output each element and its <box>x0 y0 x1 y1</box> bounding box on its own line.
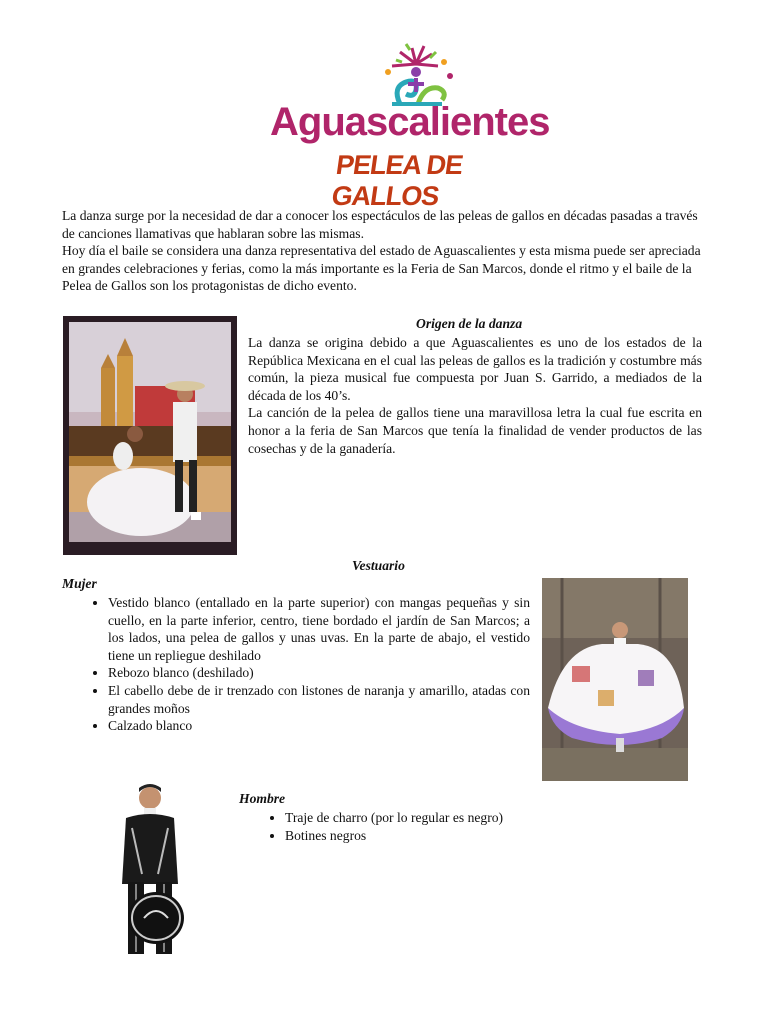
men-costume-list <box>239 809 639 844</box>
costume-heading: Vestuario <box>352 558 405 573</box>
men-heading: Hombre <box>239 791 286 806</box>
list-item: • El cabello debe de ir trenzado con listones de naranja y amarillo, atadas con grandes moños <box>108 682 530 717</box>
list-item: • Botines negros <box>285 827 639 845</box>
origin-paragraph-2: La canción de la pelea de gallos tiene una maravillosa letra la cual fue escrita en honor a la feria de San Marcos que tenía la finalidad de vender productos de las cosechas y de la ganadería. <box>248 405 702 456</box>
intro-section <box>62 207 702 295</box>
origin-heading: Origen de la danza <box>416 316 523 331</box>
man-costume-photo <box>68 784 228 956</box>
logo-subtitle: PELEA DE GALLOS <box>329 150 465 211</box>
woman-costume-photo <box>542 578 688 781</box>
logo-title: Aguascalientes <box>270 100 550 144</box>
women-costume-list <box>62 594 530 735</box>
origin-paragraph-1: La danza se origina debido a que Aguascalientes es uno de los estados de la República Mexicana en el cual las peleas de gallos es la tradición y costumbre más común, la pieza musical fue compuesta por Juan S. Garrido, a mediados de la década de los 40’s. <box>248 335 702 403</box>
dancing-couple-photo <box>63 316 237 555</box>
list-item: • Vestido blanco (entallado en la parte superior) con mangas pequeñas y sin cuello, en la parte inferior, centro, tiene bordado el jardín de San Marcos; a los lados, una pelea de gallos y unas uvas. En la parte de abajo, el vestido tiene un repliegue deshilado <box>108 594 530 664</box>
origin-section <box>248 334 702 457</box>
intro-paragraph-1: La danza surge por la necesidad de dar a conocer los espectáculos de las peleas de gallos en décadas pasadas a través de canciones llamativas que hablaran sobre las mismas. <box>62 208 698 241</box>
list-item: • Calzado blanco <box>108 717 530 735</box>
women-heading: Mujer <box>62 576 97 591</box>
logo <box>268 42 550 211</box>
list-item: • Traje de charro (por lo regular es negro) <box>285 809 639 827</box>
list-item: • Rebozo blanco (deshilado) <box>108 664 530 682</box>
intro-paragraph-2: Hoy día el baile se considera una danza representativa del estado de Aguascalientes y esta misma puede ser apreciada en grandes celebraciones y ferias, como la más importante es la Feria de San Marcos, donde el ritmo y el baile de la Pelea de Gallos son los protagonistas de dicho evento. <box>62 243 701 294</box>
